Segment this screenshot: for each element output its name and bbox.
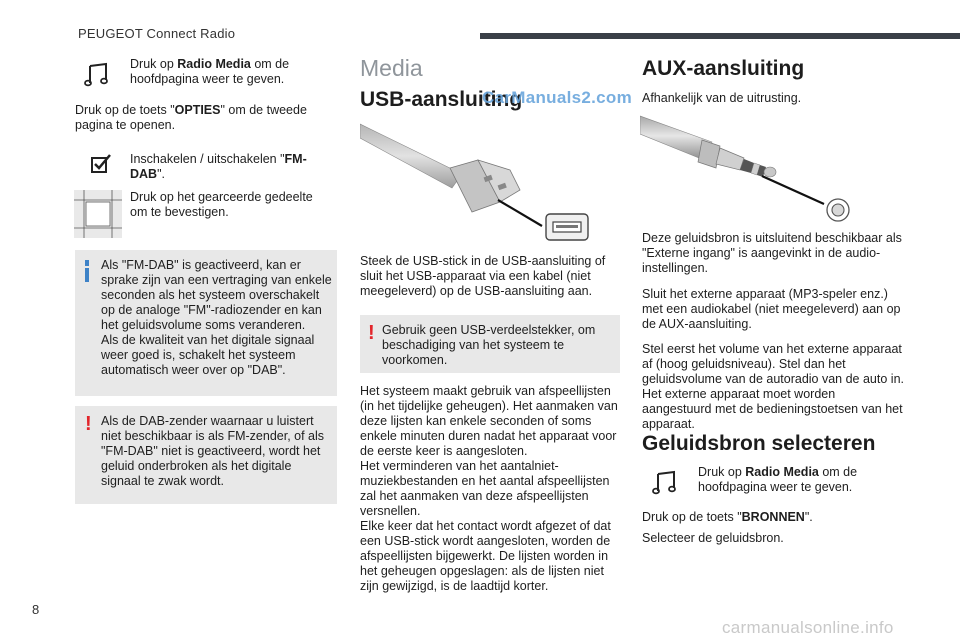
hatched-area-icon (74, 190, 122, 238)
info-icon-dot (85, 260, 89, 266)
info-icon (85, 268, 89, 282)
warning-note-dab (75, 406, 337, 504)
music-note-icon (652, 470, 678, 496)
header-rule (480, 33, 960, 39)
info-note-text: Als "FM-DAB" is geactiveerd, kan er sprake zijn van een vertraging van enkele seconden als het systeem overschakelt op de analoge "FM"-radiozender en kan het geluidsvolume soms veranderen. Als de kwaliteit van het digitale signaal weer goed is, schakelt het systeem automatisch weer over op "DAB". (101, 258, 332, 377)
checkbox-checked-icon (90, 152, 114, 174)
heading-aux: AUX-aansluiting (642, 57, 805, 80)
warning-note-usb-hub (360, 315, 620, 373)
col3-step-bronnen: Druk op de toets "BRONNEN". (642, 510, 813, 524)
section-title-media: Media (360, 55, 423, 81)
running-header: PEUGEOT Connect Radio (78, 26, 236, 41)
usb-instruction: Steek de USB-stick in de USB-aansluiting of sluit het USB-apparaat via een kabel (niet meegeleverd) op de USB-aansluiting aan. (360, 254, 606, 298)
aux-availability: Deze geluidsbron is uitsluitend beschikbaar als "Externe ingang" is aangevinkt in de audio-instellingen. (642, 231, 902, 275)
warning-note-dab-text: Als de DAB-zender waarnaar u luistert niet beschikbaar is als FM-zender, of als "FM-DAB" niet is geactiveerd, wordt het geluid onderbroken als het digitale signaal te zwak wordt. (101, 414, 325, 488)
aux-intro: Afhankelijk van de uitrusting. (642, 91, 802, 105)
col3-step-radio-media: Druk op Radio Media om de hoofdpagina weer te geven. (698, 465, 858, 494)
music-note-icon (84, 62, 110, 88)
col1-step-confirm: Druk op het gearceerde gedeelte om te bevestigen. (130, 190, 313, 219)
warning-exclamation-icon: ! (368, 322, 375, 344)
watermark-carmanuals: CarManuals2.com (482, 88, 632, 107)
col1-step-radio-media: Druk op Radio Media om de hoofdpagina weer te geven. (130, 57, 290, 86)
watermark-carmanualsonline: carmanualsonline.info (722, 618, 894, 637)
col3-step-select: Selecteer de geluidsbron. (642, 531, 784, 545)
page-number: 8 (32, 602, 40, 617)
col1-step-toggle-fm-dab: Inschakelen / uitschakelen "FM-DAB". (130, 152, 307, 181)
heading-select-source: Geluidsbron selecteren (642, 432, 876, 455)
info-note (75, 250, 337, 396)
warning-exclamation-icon: ! (85, 413, 92, 435)
usb-plug-illustration (360, 118, 592, 246)
usb-playlists-text: Het systeem maakt gebruik van afspeellijsten (in het tijdelijke geheugen). Het aanmaken van deze lijsten kan enkele seconden of soms enkele minuten duren nadat het apparaat voor de eerste keer is aangesloten. Het verminderen van het aantalniet-muziekbestanden en het aantal afspeellijsten zal het aanmaken van deze afspeellijsten versnellen. Elke keer dat het contact wordt afgezet of dat een USB-stick wordt aangesloten, worden de afspeellijsten bijgewerkt. De lijsten worden in het geheugen opgeslagen: als de lijsten niet zijn gewijzigd, is de laadtijd korter. (360, 384, 618, 593)
aux-jack-illustration (640, 112, 856, 224)
aux-connect: Sluit het externe apparaat (MP3-speler enz.) met een audiokabel (niet meegeleverd) aan op de AUX-aansluiting. (642, 287, 901, 331)
aux-volume: Stel eerst het volume van het externe apparaat af (hoog geluidsniveau). Stel dan het geluidsvolume van de autoradio van de auto in. Het externe apparaat moet worden aangestuurd met de bedieningstoetsen van het apparaat. (642, 342, 904, 431)
warning-note-usb-hub-text: Gebruik geen USB-verdeelstekker, om beschadiging van het systeem te voorkomen. (382, 323, 596, 367)
col1-step-opties: Druk op de toets "OPTIES" om de tweede pagina te openen. (75, 103, 307, 132)
heading-usb: USB-aansluiting (360, 88, 523, 111)
